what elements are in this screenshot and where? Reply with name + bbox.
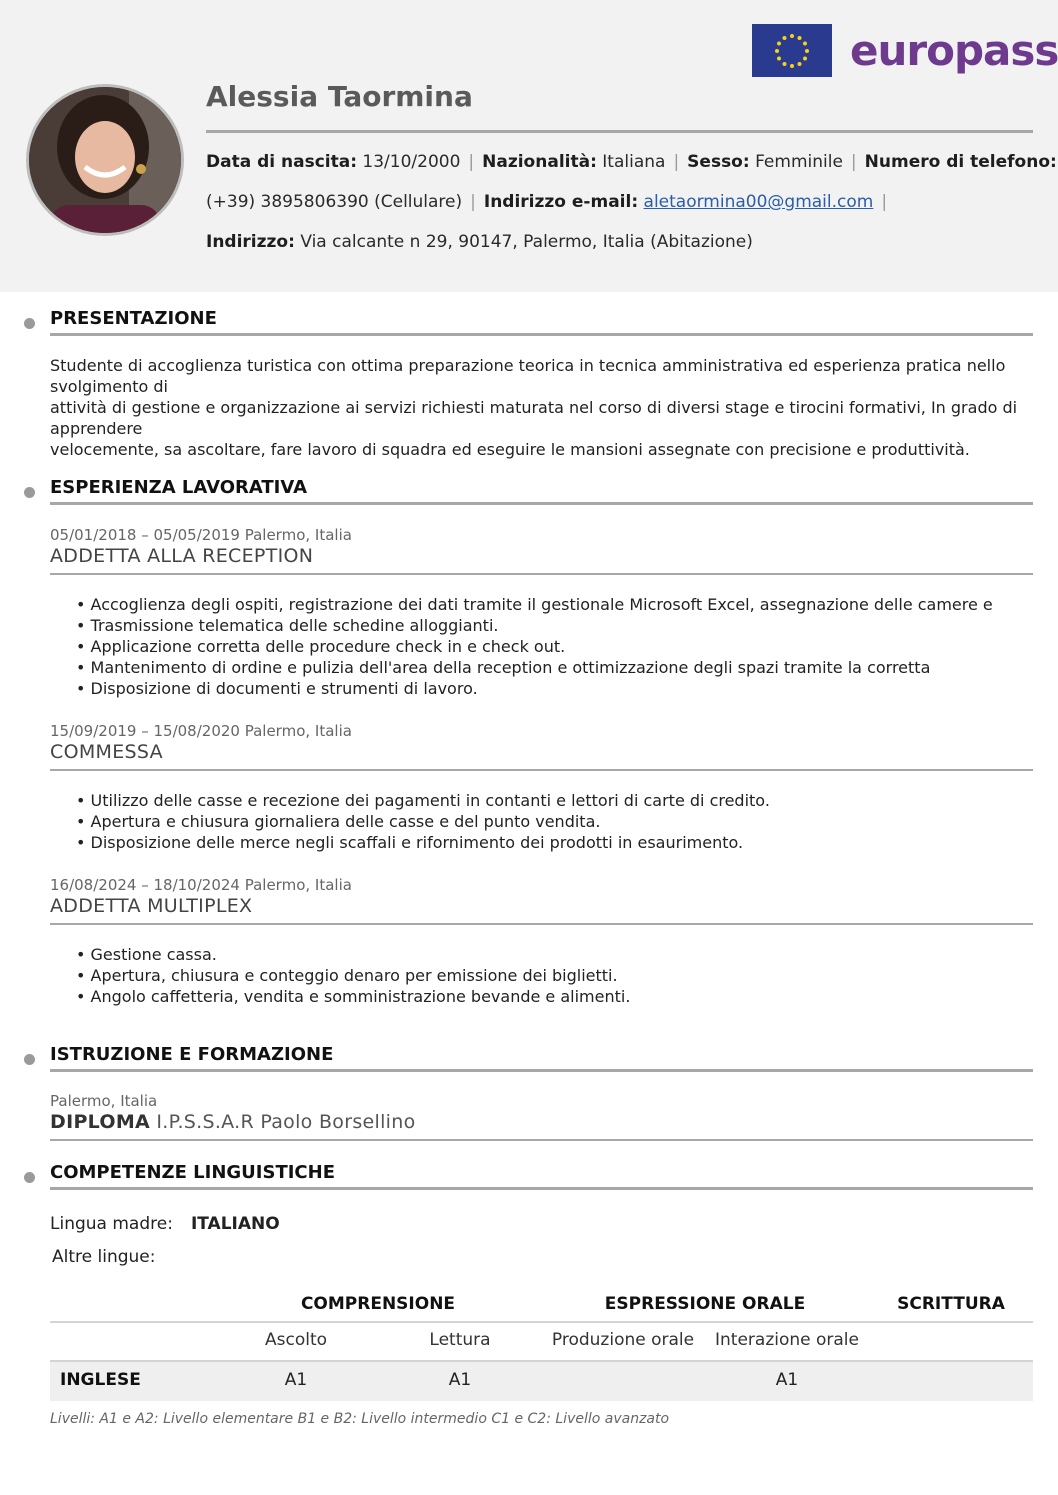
birth-value: 13/10/2000 [362,152,461,172]
mother-tongue-label: Lingua madre: [50,1214,173,1234]
presentation-line: Studente di accoglienza turistica con ottima preparazione teorica in tecnica amministrativa ed esperienza pratica nello [50,356,1006,375]
school-name: I.P.S.S.A.R Paolo Borsellino [156,1111,416,1133]
col-header-espressione: ESPRESSIONE ORALE [604,1294,806,1314]
presentation-text [50,355,1040,460]
cell-ascolto: A1 [284,1370,308,1390]
list-item: • Trasmissione telematica delle schedine alloggianti. [76,615,993,636]
job-meta: 05/01/2018 – 05/05/2019 Palermo, Italia [50,526,352,544]
education-meta: Palermo, Italia [50,1092,158,1110]
address-value: Via calcante n 29, 90147, Palermo, Italia (Abitazione) [300,232,753,252]
name-divider [206,130,1033,133]
info-line-3 [206,232,753,252]
list-item: • Disposizione delle merce negli scaffali e rifornimento dei prodotti in esaurimento. [76,832,770,853]
col-header-comprensione: COMPRENSIONE [300,1294,456,1314]
list-item: • Accoglienza degli ospiti, registrazione dei dati tramite il gestionale Microsoft Excel, assegnazione delle camere e [76,594,993,615]
education-divider [50,1139,1033,1141]
nationality-value: Italiana [602,152,666,172]
address-label: Indirizzo: [206,232,295,252]
job-title: ADDETTA ALLA RECEPTION [50,545,314,567]
section-bullet-icon [24,487,35,498]
gender-value: Femminile [755,152,843,172]
table-divider [50,1321,1033,1323]
section-bullet-icon [24,1054,35,1065]
separator: | [850,152,857,172]
section-title-experience: ESPERIENZA LAVORATIVA [50,477,308,498]
job-duties-list [76,594,993,699]
list-item: • Apertura, chiusura e conteggio denaro per emissione dei biglietti. [76,965,630,986]
list-item: • Angolo caffetteria, vendita e somministrazione bevande e alimenti. [76,986,630,1007]
sub-header-interazione: Interazione orale [715,1330,859,1350]
section-divider [50,1187,1033,1190]
birth-label: Data di nascita: [206,152,358,172]
section-divider [50,502,1033,505]
phone-label: Numero di telefono: [864,152,1057,172]
section-divider [50,1069,1033,1072]
levels-legend: Livelli: A1 e A2: Livello elementare B1 e B2: Livello intermedio C1 e C2: Livello avanzato [50,1411,670,1427]
row-language: INGLESE [60,1370,141,1390]
list-item: • Disposizione di documenti e strumenti di lavoro. [76,678,993,699]
phone-value: (+39) 3895806390 (Cellulare) [206,192,463,212]
person-name: Alessia Taormina [206,80,473,113]
section-title-education: ISTRUZIONE E FORMAZIONE [50,1044,334,1065]
mother-tongue-value: ITALIANO [190,1214,280,1234]
section-bullet-icon [24,318,35,329]
job-divider [50,769,1033,771]
list-item: • Utilizzo delle casse e recezione dei pagamenti in contanti e lettori di carte di credito. [76,790,770,811]
gender-label: Sesso: [687,152,750,172]
sub-header-produzione: Produzione orale [551,1330,695,1350]
list-item: • Gestione cassa. [76,944,630,965]
email-label: Indirizzo e-mail: [483,192,639,212]
profile-photo [26,84,184,236]
presentation-line: svolgimento di [50,377,168,396]
presentation-line: velocemente, sa ascoltare, fare lavoro di squadra ed eseguire le mansioni assegnate con precisione e produttività. [50,440,970,459]
info-line-1 [206,152,1057,172]
separator: | [881,192,888,212]
job-title: ADDETTA MULTIPLEX [50,895,253,917]
job-divider [50,573,1033,575]
section-title-languages: COMPETENZE LINGUISTICHE [50,1162,335,1183]
sub-header-lettura: Lettura [429,1330,491,1350]
degree-name: DIPLOMA [50,1111,151,1133]
separator: | [468,152,475,172]
info-line-2 [206,192,895,212]
job-meta: 15/09/2019 – 15/08/2020 Palermo, Italia [50,722,352,740]
mother-tongue [50,1214,280,1234]
table-row [50,1360,1033,1401]
separator: | [673,152,680,172]
nationality-label: Nazionalità: [482,152,597,172]
list-item: • Mantenimento di ordine e pulizia dell'area della reception e ottimizzazione degli spazi tramite la corretta [76,657,993,678]
col-header-scrittura: SCRITTURA [897,1294,1005,1314]
job-duties-list [76,790,770,853]
cell-lettura: A1 [448,1370,472,1390]
europass-wordmark: europass [850,26,1058,75]
cell-interazione: A1 [775,1370,799,1390]
job-divider [50,923,1033,925]
education-title [50,1111,416,1133]
job-meta: 16/08/2024 – 18/10/2024 Palermo, Italia [50,876,352,894]
job-duties-list [76,944,630,1007]
section-divider [50,333,1033,336]
presentation-line: attività di gestione e organizzazione ai servizi richiesti maturata nel corso di diversi stage e tirocini formativi, In grado di [50,398,1018,417]
separator: | [470,192,476,212]
section-bullet-icon [24,1172,35,1183]
list-item: • Apertura e chiusura giornaliera delle casse e del punto vendita. [76,811,770,832]
eu-flag-icon [752,24,832,77]
europass-logo [752,24,1058,77]
list-item: • Applicazione corretta delle procedure check in e check out. [76,636,993,657]
email-link[interactable]: aletaormina00@gmail.com [643,192,874,212]
job-title: COMMESSA [50,741,163,763]
presentation-line: apprendere [50,419,143,438]
other-languages-label: Altre lingue: [52,1247,156,1267]
section-title-presentation: PRESENTAZIONE [50,308,217,329]
sub-header-ascolto: Ascolto [264,1330,328,1350]
